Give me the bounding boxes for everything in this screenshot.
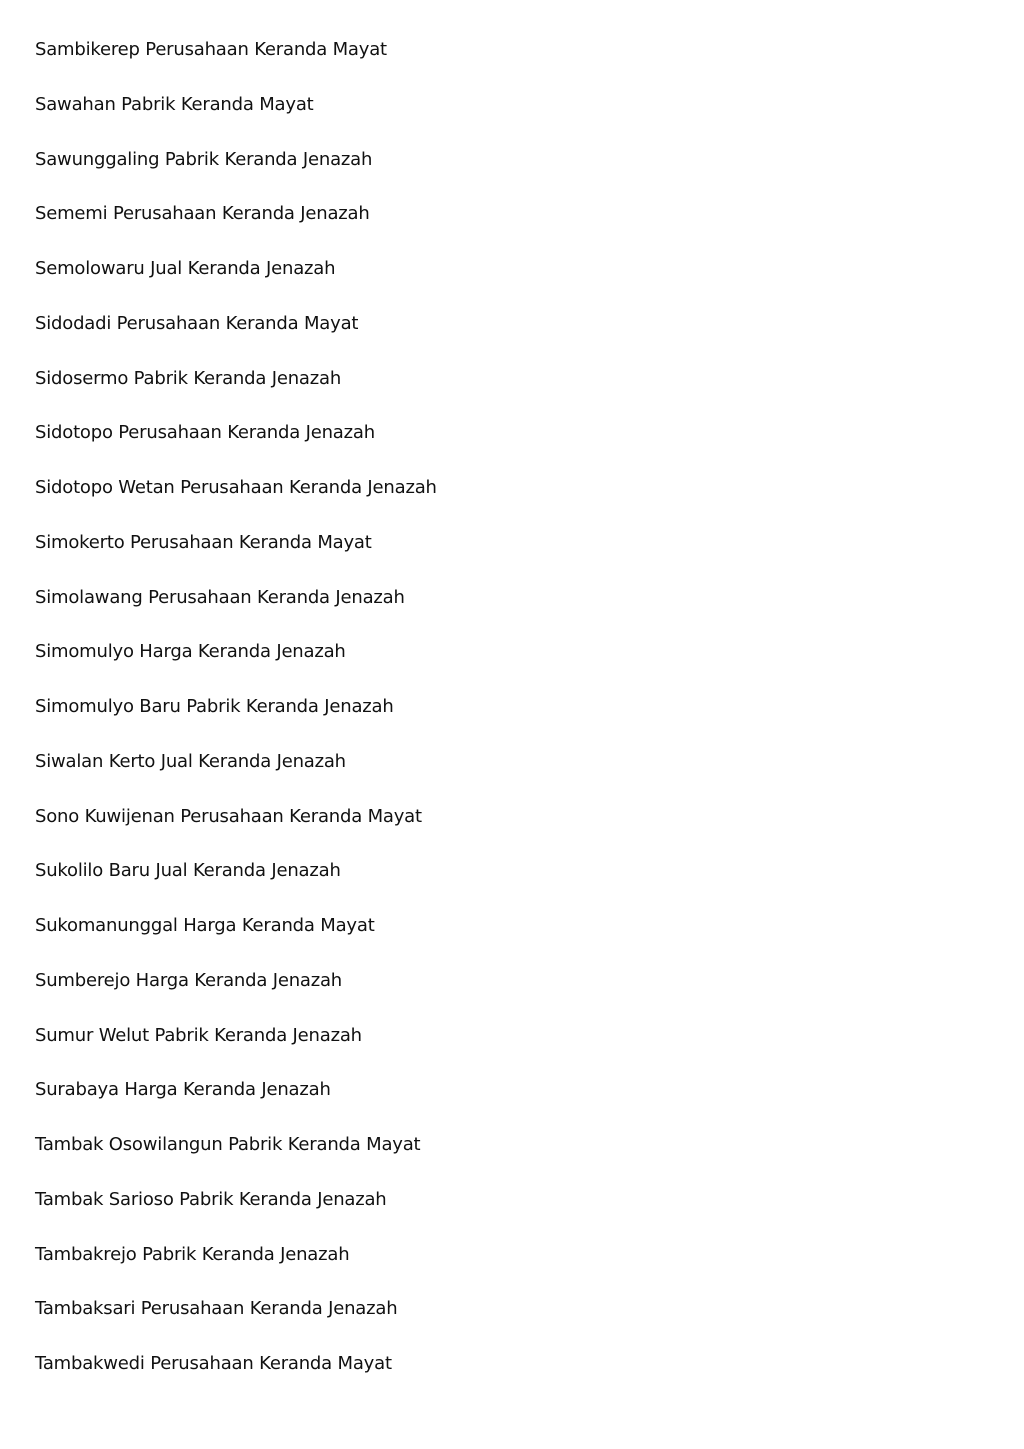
- list-item: Sambikerep Perusahaan Keranda Mayat: [35, 39, 387, 60]
- list-item: Sukolilo Baru Jual Keranda Jenazah: [35, 860, 341, 882]
- list-item: Tambakrejo Pabrik Keranda Jenazah: [35, 1243, 350, 1265]
- list-item: Simolawang Perusahaan Keranda Jenazah: [35, 586, 405, 608]
- list-item: Sukomanunggal Harga Keranda Mayat: [35, 915, 375, 936]
- list-item: Sawahan Pabrik Keranda Mayat: [35, 93, 314, 115]
- list-item: Tambakwedi Perusahaan Keranda Mayat: [35, 1353, 392, 1374]
- list-item: Sidotopo Perusahaan Keranda Jenazah: [35, 422, 375, 444]
- list-item: Simomulyo Baru Pabrik Keranda Jenazah: [35, 696, 394, 717]
- list-item: Semolowaru Jual Keranda Jenazah: [35, 258, 336, 279]
- list-item: Tambaksari Perusahaan Keranda Jenazah: [35, 1298, 398, 1320]
- list-item: Sawunggaling Pabrik Keranda Jenazah: [35, 148, 373, 170]
- list-item: Siwalan Kerto Jual Keranda Jenazah: [35, 750, 346, 772]
- location-list: [35, 36, 437, 1405]
- list-item: Tambak Sarioso Pabrik Keranda Jenazah: [35, 1188, 387, 1210]
- list-item: Sono Kuwijenan Perusahaan Keranda Mayat: [35, 805, 422, 827]
- list-item: Tambak Osowilangun Pabrik Keranda Mayat: [35, 1134, 421, 1155]
- list-item: Simokerto Perusahaan Keranda Mayat: [35, 531, 372, 553]
- list-item: Sememi Perusahaan Keranda Jenazah: [35, 203, 370, 225]
- list-item: Sidodadi Perusahaan Keranda Mayat: [35, 312, 359, 334]
- list-item: Sidotopo Wetan Perusahaan Keranda Jenazah: [35, 477, 437, 498]
- list-item: Simomulyo Harga Keranda Jenazah: [35, 641, 346, 663]
- list-item: Sidosermo Pabrik Keranda Jenazah: [35, 367, 342, 389]
- list-item: Sumberejo Harga Keranda Jenazah: [35, 969, 343, 991]
- list-item: Sumur Welut Pabrik Keranda Jenazah: [35, 1024, 362, 1046]
- list-item: Surabaya Harga Keranda Jenazah: [35, 1079, 331, 1101]
